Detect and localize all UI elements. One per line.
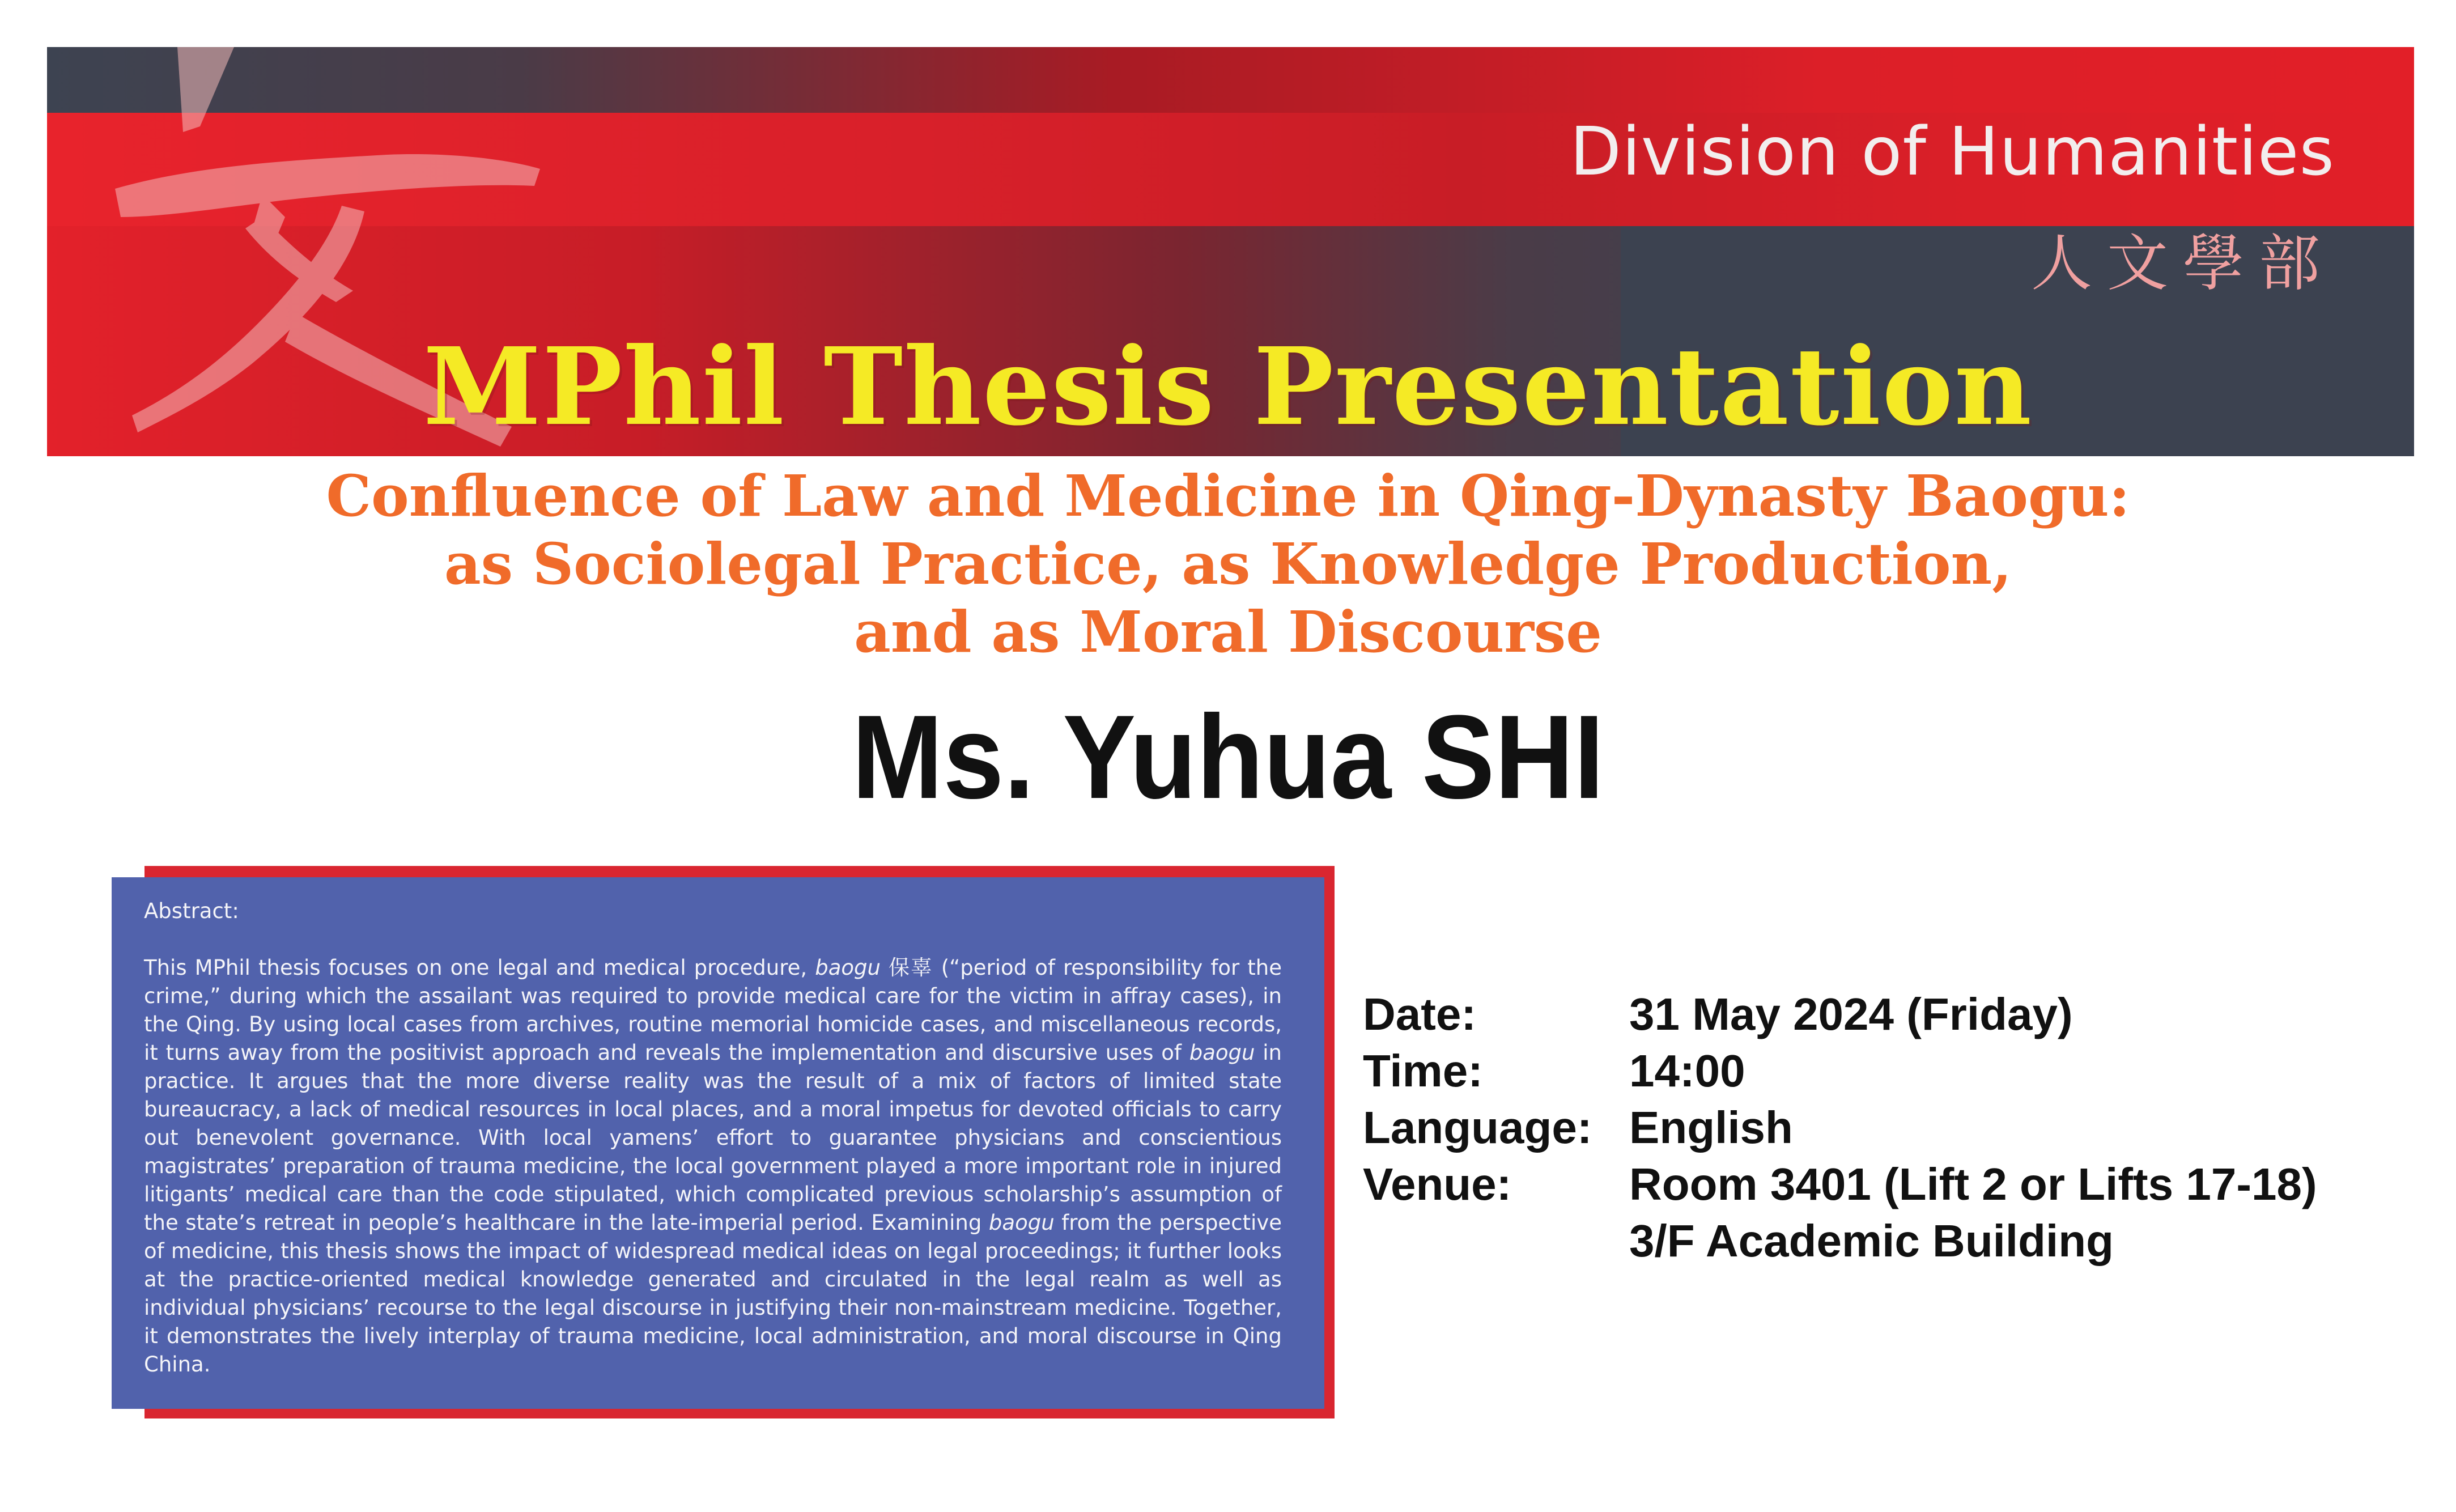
venue-label: Venue: [1363, 1159, 1512, 1209]
abstract-segment: in practice. It argues that the more diverse reality was the result of a mix of factors of limited state bureaucracy, a lack of medical resources in local places, and a moral impetus for devoted officials to carry out benevolent governance. With local yamens’ effort to guarantee physicians and conscientious magistrates’ preparation of trauma medicine, the local government played a more important role in injured litigants’ medical care than the code stipulated, which complicated previous scholarship’s assumption of the state’s retreat in people’s healthcare in the late-imperial period. Examining [144, 1040, 1282, 1235]
thesis-title-line: as Sociolegal Practice, as Knowledge Production, [444, 530, 2012, 597]
event-details [1363, 986, 2317, 1269]
event-title: MPhil Thesis Presentation [423, 324, 2033, 449]
time-row [1363, 1043, 2317, 1099]
presenter-name: Ms. Yuhua SHI [852, 690, 1604, 823]
abstract-term: baogu [1189, 1040, 1255, 1065]
abstract-segment: 保辜 (“period of responsibility for the crime,” during which the assailant was required to provide medical care for the victim in affray cases), in the Qing. By using local cases from archives, routine memorial homicide cases, and miscellaneous records, it turns away from the positivist approach and reveals the implementation and discursive uses of [144, 955, 1282, 1065]
time-value: 14:00 [1629, 1046, 1745, 1096]
venue-value: Room 3401 (Lift 2 or Lifts 17-18) [1629, 1159, 2317, 1209]
language-label: Language: [1363, 1102, 1592, 1153]
language-value: English [1629, 1102, 1793, 1153]
venue-building: 3/F Academic Building [1629, 1216, 2114, 1266]
division-name-chinese: 人文學部 [2030, 228, 2335, 299]
abstract-box [112, 877, 1324, 1409]
abstract-segment: from the perspective of medicine, this thesis shows the impact of widespread medical ideas on legal proceedings; it further looks at the practice-oriented medical knowledge generated and circulated in the legal realm as well as individual physicians’ recourse to the legal discourse in justifying their non-mainstream medicine. Together, it demonstrates the lively interplay of trauma medicine, local administration, and moral discourse in Qing China. [144, 1211, 1282, 1377]
time-label: Time: [1363, 1046, 1483, 1096]
date-value: 31 May 2024 (Friday) [1629, 989, 2073, 1039]
venue-row [1363, 1156, 2317, 1213]
date-row [1363, 986, 2317, 1043]
thesis-title-line: and as Moral Discourse [854, 598, 1602, 665]
date-label: Date: [1363, 989, 1477, 1039]
thesis-title-line: Confluence of Law and Medicine in Qing-Dynasty Baogu: [326, 462, 2130, 529]
language-row [1363, 1099, 2317, 1156]
division-name-english: Division of Humanities [1570, 112, 2335, 190]
abstract-term: baogu [988, 1211, 1055, 1235]
abstract-text [144, 954, 1282, 1379]
abstract-term: baogu [815, 955, 881, 980]
thesis-title [0, 462, 2456, 666]
abstract-segment: This MPhil thesis focuses on one legal and medical procedure, [144, 955, 815, 980]
venue-row-continued [1363, 1213, 2317, 1269]
abstract-heading: Abstract: [144, 899, 239, 923]
